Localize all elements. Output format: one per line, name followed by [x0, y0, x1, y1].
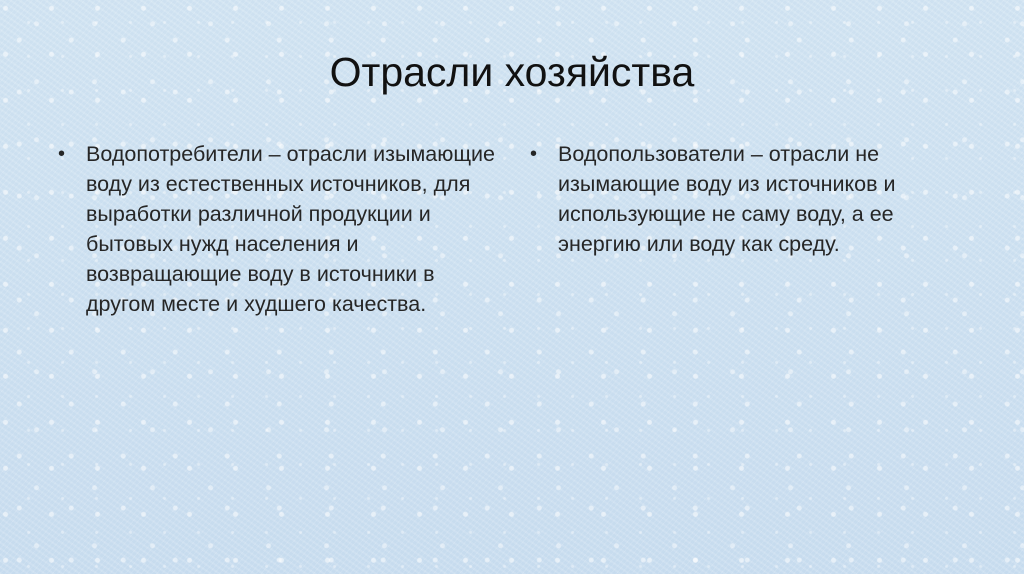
right-column — [530, 139, 980, 259]
bullet-text-water-consumers: Водопотребители – отрасли изымающие воду из естественных источников, для выработки различной продукции и бытовых нужд населения и возвращающие воду в источники в другом месте и худшего качества. — [86, 142, 495, 316]
slide-title: Отрасли хозяйства — [329, 49, 695, 95]
bullet-text-water-users: Водопользователи – отрасли не изымающие воду из источников и использующие не саму воду, а ее энергию или воду как среду. — [558, 142, 896, 256]
bullet-icon: • — [58, 143, 66, 165]
left-column — [58, 139, 498, 319]
bullet-item-water-users — [530, 139, 980, 259]
bullet-item-water-consumers — [58, 139, 498, 319]
bullet-icon: • — [530, 143, 538, 165]
